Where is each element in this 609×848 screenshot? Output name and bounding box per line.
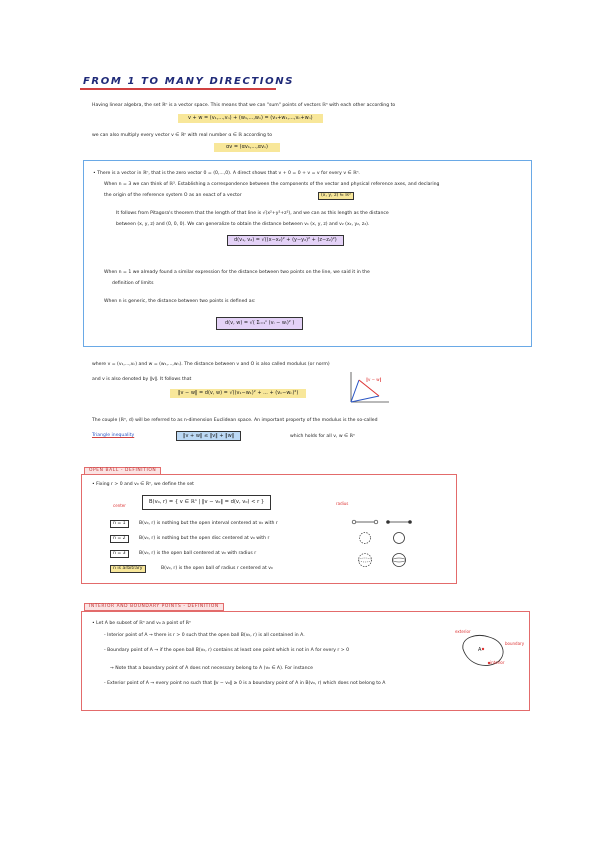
generalize-line: between (x, y, z) and (0, 0, 0). We can generalize to obtain the distance between v₁ (x, y, z) and v₂ (x₂, y₂, z₂). [116, 222, 370, 227]
open-interval-left [352, 520, 356, 524]
vector-difference-diagram [345, 368, 393, 408]
triangle-inequality-label: Triangle inequality [92, 433, 135, 438]
triangle-inequality-formula: ‖v + w‖ ≤ ‖v‖ + ‖w‖ [176, 431, 241, 441]
case-n1-text: B(v₀, r) is nothing but the open interval centered at v₀ with r [139, 521, 278, 526]
interior-point-dot [482, 648, 484, 650]
open-interval-right [374, 520, 378, 524]
intro-formula-scalar: αv = (αv₁,...,αvₙ) [214, 143, 280, 152]
interior-point-line: - Interior point of A → there is r > 0 such that the open ball B(v₀, r) is all contained in A. [104, 633, 305, 638]
case-n3-tag: n = 3 [110, 550, 129, 558]
page-title: FROM 1 TO MANY DIRECTIONS [83, 76, 294, 87]
vector-w [351, 396, 379, 402]
set-a-label: A [478, 647, 482, 653]
n1-line: When n = 1 we already found a similar expression for the distance between two points on the line, we said it in the [104, 270, 370, 275]
closed-ball-3d [393, 554, 406, 567]
limits-line: definition of limits [112, 281, 154, 286]
intro-line-2: we can also multiply every vector v ∈ ℝⁿ with real number α ∈ ℝ according to [92, 133, 273, 138]
radius-label: radius [336, 501, 349, 506]
point-xyz: (x, y, z) ∈ ℝ³ [318, 192, 354, 200]
case-n2-tag: n = 2 [110, 535, 129, 543]
interior-intro: • Let A be subset of ℝⁿ and v₀ a point of ℝⁿ [92, 621, 191, 626]
case-generic-text: B(v₀, r) is the open ball of radius r centered at v₀ [161, 566, 273, 571]
origin-line: the origin of the reference system O as an exact of a vector [104, 193, 242, 198]
norm-line-2: and v is also denoted by ‖v‖. It follows that [92, 377, 192, 382]
closed-interval-right [408, 520, 412, 524]
distance-n-formula: d(v, w) = √( Σᵢ₌₁ⁿ (vᵢ − wᵢ)² ) [216, 317, 303, 330]
case-n3-text: B(v₀, r) is the open ball centered at v₀ with radius r [139, 551, 257, 556]
case-generic-tag: n is arbitrary [110, 565, 146, 573]
generic-line: When n is generic, the distance between two points is defined as: [104, 299, 256, 304]
norm-formula: ‖v − w‖ = d(v, w) = √((v₁−w₁)² + ... + (vₙ−wₙ)²) [170, 389, 306, 398]
open-ball-intro: • Fixing r > 0 and v₀ ∈ ℝⁿ, we define the set [92, 482, 194, 487]
boundary-point-line: - Boundary point of A → if the open ball B(v₀, r) contains at least one point which is not in A for every r > 0 [104, 648, 350, 653]
case-n2-text: B(v₀, r) is nothing but the open disc centered at v₀ with r [139, 536, 270, 541]
intro-line-1: Having linear algebra, the set ℝⁿ is a vector space. This means that we can "sum" points of vectors ℝⁿ with each other according to [92, 103, 396, 108]
open-ball-formula: B(v₀, r) = { v ∈ ℝⁿ | ‖v − v₀‖ = d(v, v₀) < r } [142, 495, 271, 510]
norm-line-1: where v = (v₁,...,vₙ) and w = (w₁,...,wₙ). The distance between v and O is also called modulus (or norm) [92, 362, 330, 367]
triangle-holds-line: which holds for all v, w ∈ ℝⁿ [290, 434, 356, 439]
center-label: center [113, 503, 126, 508]
interior-tag: INTERIOR AND BOUNDARY POINTS - DEFINITION [84, 603, 224, 611]
pitagora-line: It follows from Pitagora's theorem that the length of that line is √(x²+y²+z²), and we can as this length as the distance [116, 211, 389, 216]
intro-formula-sum: v + w = (v₁,...,vₙ) + (w₁,...,wₙ) = (v₁+w₁,...,vₙ+wₙ) [178, 114, 323, 123]
closed-disc [394, 533, 405, 544]
open-disc [360, 533, 371, 544]
open-ball-3d [359, 554, 372, 567]
closed-interval-left [386, 520, 390, 524]
vector-v [351, 380, 359, 402]
exterior-point-line: - Exterior point of A → every point no such that ‖v − v₀‖ ≥ 0 is a boundary point of A in B(v₀, r) which does not belong to A [104, 681, 386, 686]
n3-line: When n = 3 we can think of ℝ³. Establishing a correspondence between the components of the vector and physical reference axes, and declaring [104, 182, 440, 187]
open-ball-tag: OPEN BALL - DEFINITION [84, 467, 161, 475]
diagram-label: ‖v − w‖ [366, 377, 382, 382]
boundary-label: boundary [505, 641, 525, 646]
ball-illustrations [348, 514, 418, 574]
distance-section-frame [83, 160, 532, 347]
zero-vector-line: • There is a vector in ℝⁿ, that is the zero vector 0 = (0,...,0). A direct shows that v + 0 = 0 + v = v for every v ∈ ℝⁿ. [93, 171, 360, 176]
title-underline [80, 88, 276, 90]
boundary-note-line: → Note that a boundary point of A does not necessary belong to A (v₀ ∈ A). For instance [110, 666, 313, 671]
euclidean-line: The couple (ℝⁿ, d) will be referred to as n-dimension Euclidean space. An important property of the modulus is the so-called [92, 418, 378, 423]
open-ball-3d-equator [359, 558, 372, 562]
closed-ball-3d-equator [393, 558, 406, 562]
distance-3d-formula: d(v₁, v₂) = √((x−x₂)² + (y−y₂)² + (z−z₂)²) [227, 235, 344, 246]
interior-label: interior [490, 660, 505, 665]
exterior-label: exterior [455, 629, 471, 634]
case-n1-tag: n = 1 [110, 520, 129, 528]
